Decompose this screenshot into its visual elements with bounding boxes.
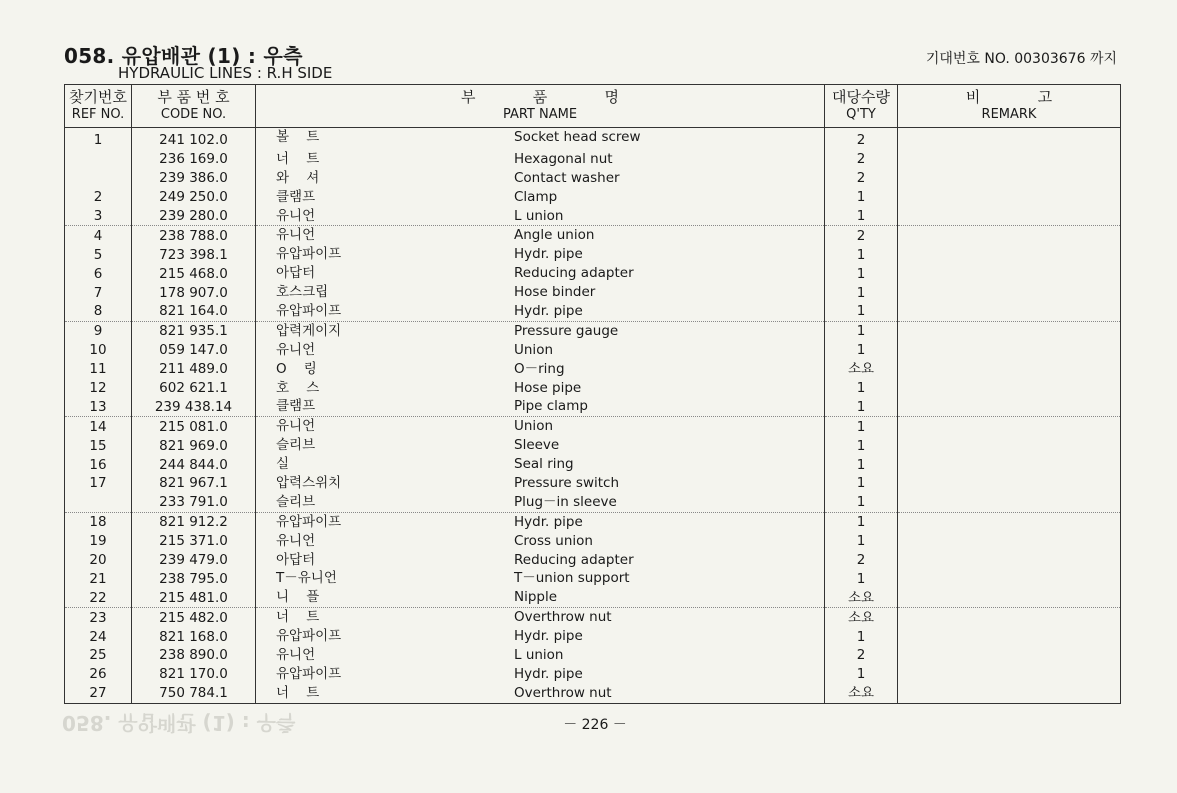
remark-cell — [898, 188, 1121, 207]
remark-cell — [898, 588, 1121, 607]
part-name-ko: 호 스 — [276, 379, 320, 396]
part-name-ko: 유니언 — [276, 227, 316, 244]
part-name-en: Hydr. pipe — [514, 303, 583, 320]
table-row — [65, 569, 1121, 588]
part-name-cell — [256, 532, 825, 551]
part-name-cell — [256, 341, 825, 360]
table-row — [65, 245, 1121, 264]
part-name-ko: 유압파이프 — [276, 665, 342, 682]
part-name-ko: 너 트 — [276, 684, 320, 701]
remark-cell — [898, 569, 1121, 588]
part-name-en: Sleeve — [514, 437, 560, 454]
part-name-en: Reducing adapter — [514, 265, 634, 282]
ref-no-cell: 25 — [65, 646, 132, 665]
remark-cell — [898, 474, 1121, 493]
part-name-ko: 와 셔 — [276, 169, 320, 186]
table-row — [65, 150, 1121, 169]
qty-cell: 2 — [825, 128, 898, 150]
part-name-en: L union — [514, 207, 564, 224]
remark-header-en: REMARK — [981, 107, 1037, 122]
qty-header — [825, 85, 898, 128]
part-name-cell — [256, 283, 825, 302]
qty-cell: 소요 — [825, 684, 898, 703]
part-name-en: Angle union — [514, 227, 595, 244]
table-row — [65, 283, 1121, 302]
part-name-ko: 슬리브 — [276, 493, 316, 510]
part-name-cell — [256, 417, 825, 436]
qty-cell: 소요 — [825, 608, 898, 627]
remark-cell — [898, 245, 1121, 264]
ref-no-cell: 1 — [65, 128, 132, 150]
qty-cell: 1 — [825, 188, 898, 207]
remark-cell — [898, 128, 1121, 150]
qty-cell: 1 — [825, 455, 898, 474]
remark-cell — [898, 341, 1121, 360]
ref-no-cell: 11 — [65, 360, 132, 379]
part-name-cell — [256, 436, 825, 455]
part-name-en: Union — [514, 341, 554, 358]
part-name-en: Clamp — [514, 188, 558, 205]
part-name-cell — [256, 302, 825, 321]
part-name-ko: 유압파이프 — [276, 513, 342, 530]
part-name-en: Hydr. pipe — [514, 628, 583, 645]
code-no-header-ko: 부 품 번 호 — [157, 88, 230, 106]
remark-cell — [898, 150, 1121, 169]
table-row — [65, 302, 1121, 321]
part-name-ko: 클램프 — [276, 188, 316, 205]
code-no-cell: 821 168.0 — [132, 627, 256, 646]
part-name-ko: 유압파이프 — [276, 303, 342, 320]
part-name-header-en: PART NAME — [502, 107, 578, 122]
qty-cell: 1 — [825, 341, 898, 360]
ref-no-cell: 26 — [65, 665, 132, 684]
ref-no-cell: 7 — [65, 283, 132, 302]
ref-no-cell — [65, 169, 132, 188]
remark-cell — [898, 302, 1121, 321]
part-name-en: Plug－in sleeve — [514, 493, 617, 510]
qty-cell: 1 — [825, 512, 898, 531]
part-name-cell — [256, 226, 825, 245]
ref-no-header — [65, 85, 132, 128]
ref-no-cell: 10 — [65, 341, 132, 360]
ref-no-cell: 2 — [65, 188, 132, 207]
remark-cell — [898, 608, 1121, 627]
ref-no-cell: 21 — [65, 569, 132, 588]
qty-header-ko: 대당수량 — [832, 88, 890, 106]
part-name-en: Hexagonal nut — [514, 150, 613, 167]
part-name-ko: 실 — [276, 456, 290, 473]
code-no-cell: 602 621.1 — [132, 379, 256, 398]
code-no-header-en: CODE NO. — [160, 107, 227, 122]
table-row — [65, 169, 1121, 188]
ref-no-cell: 6 — [65, 264, 132, 283]
table-row — [65, 397, 1121, 416]
ref-no-cell: 13 — [65, 397, 132, 416]
part-name-cell — [256, 493, 825, 512]
code-no-cell: 239 479.0 — [132, 551, 256, 570]
remark-cell — [898, 493, 1121, 512]
part-name-cell — [256, 569, 825, 588]
part-name-cell — [256, 321, 825, 340]
code-no-cell: 821 912.2 — [132, 512, 256, 531]
part-name-ko: O 링 — [276, 360, 317, 377]
qty-cell: 2 — [825, 646, 898, 665]
remark-cell — [898, 627, 1121, 646]
part-name-ko: 아답터 — [276, 265, 316, 282]
part-name-cell — [256, 169, 825, 188]
page-subtitle: HYDRAULIC LINES : R.H SIDE — [118, 64, 333, 82]
qty-cell: 2 — [825, 169, 898, 188]
part-name-en: O－ring — [514, 360, 565, 377]
ref-no-cell: 24 — [65, 627, 132, 646]
table-row — [65, 207, 1121, 226]
part-name-ko: 니 플 — [276, 589, 320, 606]
part-name-en: Pressure gauge — [514, 322, 619, 339]
table-row — [65, 474, 1121, 493]
table-row — [65, 341, 1121, 360]
ref-no-cell: 8 — [65, 302, 132, 321]
part-name-ko: 압력스위치 — [276, 475, 342, 492]
code-no-cell: 244 844.0 — [132, 455, 256, 474]
table-row — [65, 321, 1121, 340]
part-name-ko: 호스크립 — [276, 284, 329, 301]
qty-cell: 1 — [825, 569, 898, 588]
part-name-ko: 너 트 — [276, 150, 320, 167]
remark-cell — [898, 321, 1121, 340]
part-name-en: Hydr. pipe — [514, 246, 583, 263]
part-name-ko: 클램프 — [276, 398, 316, 415]
ref-no-cell: 4 — [65, 226, 132, 245]
remark-cell — [898, 684, 1121, 703]
code-no-cell: 239 386.0 — [132, 169, 256, 188]
part-name-en: Cross union — [514, 532, 593, 549]
table-header-row — [65, 85, 1121, 128]
parts-table — [64, 84, 1121, 704]
qty-cell: 2 — [825, 551, 898, 570]
remark-cell — [898, 436, 1121, 455]
ref-no-cell: 9 — [65, 321, 132, 340]
part-name-cell — [256, 264, 825, 283]
table-row — [65, 226, 1121, 245]
remark-header — [898, 85, 1121, 128]
part-name-cell — [256, 551, 825, 570]
part-name-en: Union — [514, 418, 554, 435]
part-name-en: Overthrow nut — [514, 684, 612, 701]
code-no-cell: 750 784.1 — [132, 684, 256, 703]
part-name-en: Hydr. pipe — [514, 513, 583, 530]
part-name-en: Nipple — [514, 589, 558, 606]
code-no-cell: 215 371.0 — [132, 532, 256, 551]
remark-cell — [898, 646, 1121, 665]
part-name-cell — [256, 455, 825, 474]
code-no-cell: 215 482.0 — [132, 608, 256, 627]
qty-cell: 1 — [825, 302, 898, 321]
code-no-cell: 821 164.0 — [132, 302, 256, 321]
part-name-cell — [256, 608, 825, 627]
code-no-cell: 821 969.0 — [132, 436, 256, 455]
code-no-cell: 821 170.0 — [132, 665, 256, 684]
qty-cell: 2 — [825, 226, 898, 245]
table-row — [65, 684, 1121, 703]
table-row — [65, 436, 1121, 455]
part-name-header-ko: 부 품 명 — [461, 88, 619, 106]
code-no-cell: 238 890.0 — [132, 646, 256, 665]
ref-no-cell: 16 — [65, 455, 132, 474]
qty-cell: 1 — [825, 474, 898, 493]
part-name-ko: 유압파이프 — [276, 246, 342, 263]
part-name-en: T－union support — [514, 570, 630, 587]
qty-cell: 1 — [825, 397, 898, 416]
table-row — [65, 608, 1121, 627]
part-name-cell — [256, 150, 825, 169]
remark-cell — [898, 665, 1121, 684]
ref-no-cell: 17 — [65, 474, 132, 493]
part-name-en: Hydr. pipe — [514, 665, 583, 682]
remark-cell — [898, 512, 1121, 531]
code-no-cell: 215 468.0 — [132, 264, 256, 283]
code-no-cell: 215 081.0 — [132, 417, 256, 436]
ref-no-cell: 27 — [65, 684, 132, 703]
ref-no-cell: 23 — [65, 608, 132, 627]
ref-no-cell: 5 — [65, 245, 132, 264]
code-no-cell: 249 250.0 — [132, 188, 256, 207]
qty-cell: 2 — [825, 150, 898, 169]
qty-cell: 1 — [825, 532, 898, 551]
ref-no-cell: 15 — [65, 436, 132, 455]
qty-cell: 소요 — [825, 588, 898, 607]
table-row — [65, 188, 1121, 207]
table-row — [65, 627, 1121, 646]
code-no-header — [132, 85, 256, 128]
table-row — [65, 128, 1121, 150]
remark-cell — [898, 551, 1121, 570]
ref-no-cell: 18 — [65, 512, 132, 531]
table-row — [65, 379, 1121, 398]
part-name-en: Contact washer — [514, 169, 620, 186]
part-name-ko: 유니언 — [276, 418, 316, 435]
remark-cell — [898, 264, 1121, 283]
table-row — [65, 455, 1121, 474]
remark-header-ko: 비 고 — [965, 88, 1053, 106]
table-row — [65, 532, 1121, 551]
part-name-en: Reducing adapter — [514, 551, 634, 568]
ref-no-cell: 14 — [65, 417, 132, 436]
table-row — [65, 417, 1121, 436]
ref-no-cell: 3 — [65, 207, 132, 226]
ref-no-header-ko: 찾기번호 — [69, 88, 127, 106]
part-name-cell — [256, 684, 825, 703]
ref-no-cell — [65, 493, 132, 512]
part-name-ko: 유압파이프 — [276, 628, 342, 645]
qty-cell: 1 — [825, 264, 898, 283]
part-name-ko: 유니언 — [276, 207, 316, 224]
part-name-cell — [256, 128, 825, 150]
part-name-header — [256, 85, 825, 128]
part-name-en: Seal ring — [514, 456, 574, 473]
ref-no-cell: 20 — [65, 551, 132, 570]
page-title: 058. 유압배관 (1) : 우측 — [64, 44, 303, 68]
table-row — [65, 665, 1121, 684]
part-name-ko: 압력게이지 — [276, 322, 342, 339]
part-name-ko: 너 트 — [276, 609, 320, 626]
table-row — [65, 588, 1121, 607]
remark-cell — [898, 207, 1121, 226]
remark-cell — [898, 360, 1121, 379]
qty-cell: 1 — [825, 379, 898, 398]
table-row — [65, 512, 1121, 531]
code-no-cell: 238 788.0 — [132, 226, 256, 245]
part-name-ko: 볼 트 — [276, 129, 320, 145]
remark-cell — [898, 397, 1121, 416]
table-row — [65, 646, 1121, 665]
ref-no-cell — [65, 150, 132, 169]
part-name-cell — [256, 512, 825, 531]
part-name-cell — [256, 379, 825, 398]
part-name-ko: 유니언 — [276, 341, 316, 358]
show-through-text: 058. 유압배관 (1) : 우측 — [62, 711, 296, 735]
part-name-en: Hose binder — [514, 284, 596, 301]
code-no-cell: 178 907.0 — [132, 283, 256, 302]
part-name-cell — [256, 627, 825, 646]
qty-cell: 소요 — [825, 360, 898, 379]
part-name-cell — [256, 188, 825, 207]
part-name-ko: 유니언 — [276, 647, 316, 664]
code-no-cell: 239 280.0 — [132, 207, 256, 226]
part-name-en: Hose pipe — [514, 379, 582, 396]
page-number: － 226 － — [563, 717, 627, 733]
ref-no-cell: 19 — [65, 532, 132, 551]
part-name-en: Pressure switch — [514, 475, 620, 492]
part-name-cell — [256, 397, 825, 416]
part-name-en: Overthrow nut — [514, 609, 612, 626]
code-no-cell: 215 481.0 — [132, 588, 256, 607]
qty-cell: 1 — [825, 321, 898, 340]
code-no-cell: 239 438.14 — [132, 397, 256, 416]
part-name-cell — [256, 245, 825, 264]
code-no-cell: 821 967.1 — [132, 474, 256, 493]
qty-cell: 1 — [825, 283, 898, 302]
qty-cell: 1 — [825, 665, 898, 684]
ref-no-header-en: REF NO. — [71, 107, 125, 122]
qty-cell: 1 — [825, 207, 898, 226]
part-name-ko: 슬리브 — [276, 437, 316, 454]
code-no-cell: 723 398.1 — [132, 245, 256, 264]
qty-cell: 1 — [825, 627, 898, 646]
table-row — [65, 360, 1121, 379]
remark-cell — [898, 455, 1121, 474]
code-no-cell: 821 935.1 — [132, 321, 256, 340]
remark-cell — [898, 379, 1121, 398]
part-name-ko: 유니언 — [276, 532, 316, 549]
part-name-cell — [256, 360, 825, 379]
table-row — [65, 551, 1121, 570]
part-name-cell — [256, 665, 825, 684]
qty-cell: 1 — [825, 417, 898, 436]
remark-cell — [898, 169, 1121, 188]
serial-number-note: 기대번호 NO. 00303676 까지 — [925, 51, 1117, 67]
part-name-cell — [256, 474, 825, 493]
code-no-cell: 059 147.0 — [132, 341, 256, 360]
remark-cell — [898, 226, 1121, 245]
part-name-en: Socket head screw — [514, 129, 641, 145]
remark-cell — [898, 417, 1121, 436]
part-name-cell — [256, 646, 825, 665]
part-name-cell — [256, 588, 825, 607]
table-row — [65, 493, 1121, 512]
part-name-en: L union — [514, 647, 564, 664]
qty-cell: 1 — [825, 245, 898, 264]
part-name-ko: T－유니언 — [276, 570, 337, 587]
qty-cell: 1 — [825, 493, 898, 512]
table-row — [65, 264, 1121, 283]
remark-cell — [898, 283, 1121, 302]
code-no-cell: 241 102.0 — [132, 128, 256, 150]
code-no-cell: 233 791.0 — [132, 493, 256, 512]
ref-no-cell: 22 — [65, 588, 132, 607]
code-no-cell: 236 169.0 — [132, 150, 256, 169]
code-no-cell: 211 489.0 — [132, 360, 256, 379]
ref-no-cell: 12 — [65, 379, 132, 398]
qty-header-en: Q'TY — [846, 107, 876, 122]
qty-cell: 1 — [825, 436, 898, 455]
part-name-cell — [256, 207, 825, 226]
code-no-cell: 238 795.0 — [132, 569, 256, 588]
part-name-en: Pipe clamp — [514, 398, 588, 415]
part-name-ko: 아답터 — [276, 551, 316, 568]
remark-cell — [898, 532, 1121, 551]
